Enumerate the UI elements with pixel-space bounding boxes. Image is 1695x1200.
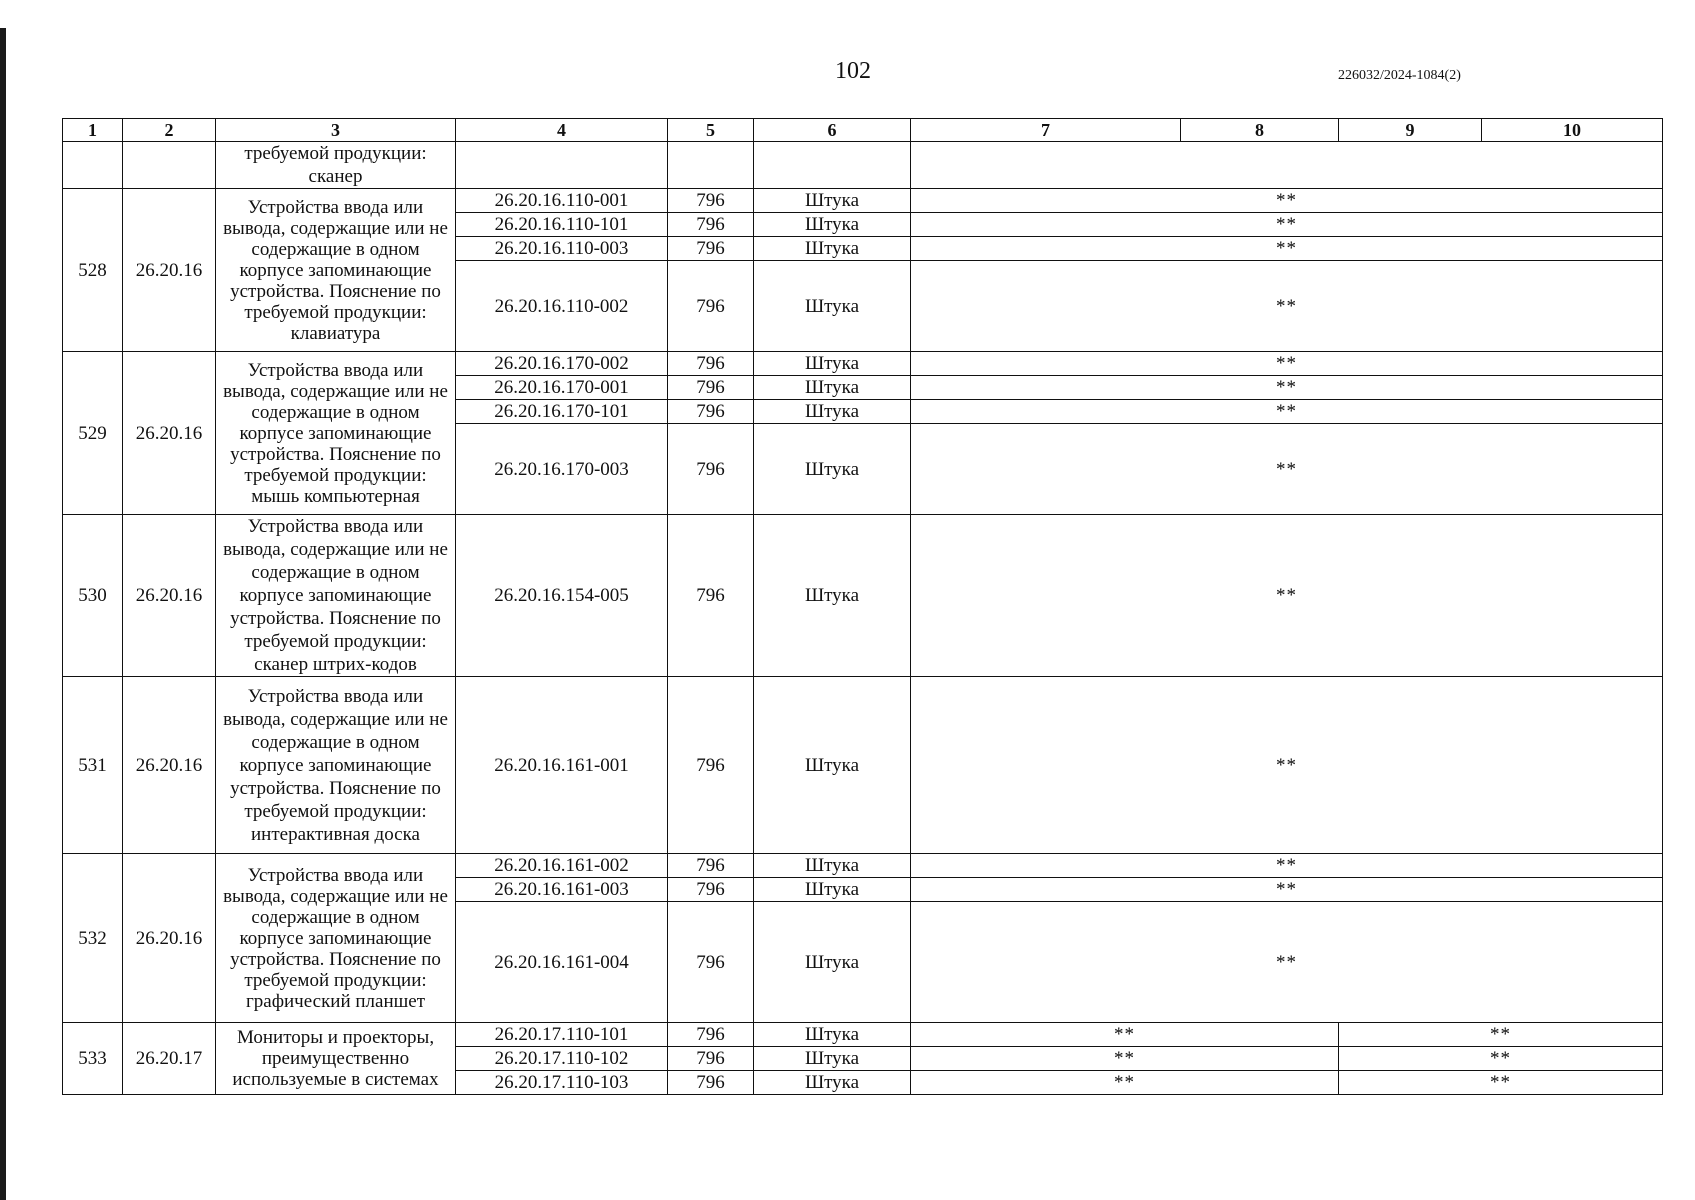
okei-code: 796 [668,352,754,376]
ktru-code: 26.20.16.161-003 [456,878,668,902]
ktru-code: 26.20.16.170-001 [456,376,668,400]
okei-code: 796 [668,515,754,677]
okei-code: 796 [668,1023,754,1047]
row-number: 533 [63,1023,123,1095]
table-row [63,142,1663,189]
ktru-code: 26.20.17.110-101 [456,1023,668,1047]
ktru-code [456,142,668,189]
unit-name: Штука [754,1047,911,1071]
okei-code: 796 [668,400,754,424]
column-header: 2 [123,119,216,142]
scan-edge [0,28,6,1200]
okpd-code: 26.20.16 [123,352,216,515]
column-header: 3 [216,119,456,142]
table-row [63,189,1663,213]
ktru-code: 26.20.17.110-102 [456,1047,668,1071]
unit-name: Штука [754,854,911,878]
unit-name: Штука [754,515,911,677]
characteristics-mark: ** [911,189,1663,213]
row-number: 528 [63,189,123,352]
unit-name: Штука [754,237,911,261]
page-number: 102 [835,58,871,84]
row-number [63,142,123,189]
characteristics-mark: ** [911,515,1663,677]
okei-code: 796 [668,376,754,400]
ktru-code: 26.20.16.161-002 [456,854,668,878]
characteristics-mark: ** [911,400,1663,424]
okei-code: 796 [668,902,754,1023]
okei-code: 796 [668,424,754,515]
characteristics-mark: ** [911,902,1663,1023]
ktru-code: 26.20.16.170-101 [456,400,668,424]
characteristics-cell [911,142,1663,189]
okei-code: 796 [668,1071,754,1095]
ktru-code: 26.20.16.110-101 [456,213,668,237]
document-reference: 226032/2024-1084(2) [1338,68,1461,83]
characteristics-mark: ** [911,1071,1339,1095]
column-header: 10 [1482,119,1663,142]
column-header-row [63,119,1663,142]
unit-name: Штука [754,189,911,213]
product-description: Устройства ввода или вывода, содержащие или не содержащие в одном корпусе запоминающие устройства. Пояснение по требуемой продукции: клавиатура [216,189,456,352]
okpd-code [123,142,216,189]
unit-name [754,142,911,189]
column-header: 9 [1339,119,1482,142]
characteristics-mark: ** [911,1047,1339,1071]
okpd-code: 26.20.16 [123,677,216,854]
characteristics-mark: ** [911,677,1663,854]
ktru-code: 26.20.16.170-002 [456,352,668,376]
okei-code: 796 [668,237,754,261]
characteristics-mark: ** [911,352,1663,376]
ktru-code: 26.20.16.170-003 [456,424,668,515]
characteristics-mark: ** [911,854,1663,878]
row-number: 531 [63,677,123,854]
column-header: 6 [754,119,911,142]
unit-name: Штука [754,878,911,902]
column-header: 7 [911,119,1181,142]
row-number: 532 [63,854,123,1023]
column-header: 5 [668,119,754,142]
unit-name: Штука [754,424,911,515]
table-row [63,352,1663,376]
characteristics-mark: ** [1339,1047,1663,1071]
unit-name: Штука [754,1071,911,1095]
characteristics-mark: ** [1339,1071,1663,1095]
product-description: Устройства ввода или вывода, содержащие или не содержащие в одном корпусе запоминающие устройства. Пояснение по требуемой продукции: графический планшет [216,854,456,1023]
row-number: 529 [63,352,123,515]
okpd-code: 26.20.16 [123,854,216,1023]
ktru-code: 26.20.17.110-103 [456,1071,668,1095]
table-row [63,515,1663,677]
unit-name: Штука [754,902,911,1023]
characteristics-mark: ** [911,1023,1339,1047]
okpd-code: 26.20.16 [123,189,216,352]
unit-name: Штука [754,400,911,424]
ktru-code: 26.20.16.161-004 [456,902,668,1023]
characteristics-mark: ** [911,213,1663,237]
product-description: Устройства ввода или вывода, содержащие или не содержащие в одном корпусе запоминающие устройства. Пояснение по требуемой продукции: сканер штрих-кодов [216,515,456,677]
ktru-code: 26.20.16.161-001 [456,677,668,854]
okei-code: 796 [668,878,754,902]
table-row [63,1023,1663,1047]
okei-code: 796 [668,261,754,352]
ktru-code: 26.20.16.110-002 [456,261,668,352]
unit-name: Штука [754,376,911,400]
product-description: Мониторы и проекторы, преимущественно используемые в системах [216,1023,456,1095]
okpd-code: 26.20.17 [123,1023,216,1095]
product-description: Устройства ввода или вывода, содержащие или не содержащие в одном корпусе запоминающие устройства. Пояснение по требуемой продукции: мышь компьютерная [216,352,456,515]
unit-name: Штука [754,213,911,237]
characteristics-mark: ** [1339,1023,1663,1047]
product-description: требуемой продукции: сканер [216,142,456,189]
characteristics-mark: ** [911,878,1663,902]
column-header: 8 [1181,119,1339,142]
characteristics-mark: ** [911,376,1663,400]
column-header: 4 [456,119,668,142]
characteristics-mark: ** [911,261,1663,352]
product-description: Устройства ввода или вывода, содержащие или не содержащие в одном корпусе запоминающие устройства. Пояснение по требуемой продукции: интерактивная доска [216,677,456,854]
ktru-code: 26.20.16.110-001 [456,189,668,213]
table-row [63,677,1663,854]
okei-code: 796 [668,213,754,237]
okei-code: 796 [668,189,754,213]
characteristics-mark: ** [911,237,1663,261]
okei-code: 796 [668,677,754,854]
unit-name: Штука [754,352,911,376]
row-number: 530 [63,515,123,677]
okei-code [668,142,754,189]
okei-code: 796 [668,854,754,878]
unit-name: Штука [754,261,911,352]
characteristics-mark: ** [911,424,1663,515]
specification-table [62,118,1663,1095]
table-row [63,854,1663,878]
column-header: 1 [63,119,123,142]
okpd-code: 26.20.16 [123,515,216,677]
okei-code: 796 [668,1047,754,1071]
unit-name: Штука [754,677,911,854]
ktru-code: 26.20.16.110-003 [456,237,668,261]
unit-name: Штука [754,1023,911,1047]
ktru-code: 26.20.16.154-005 [456,515,668,677]
